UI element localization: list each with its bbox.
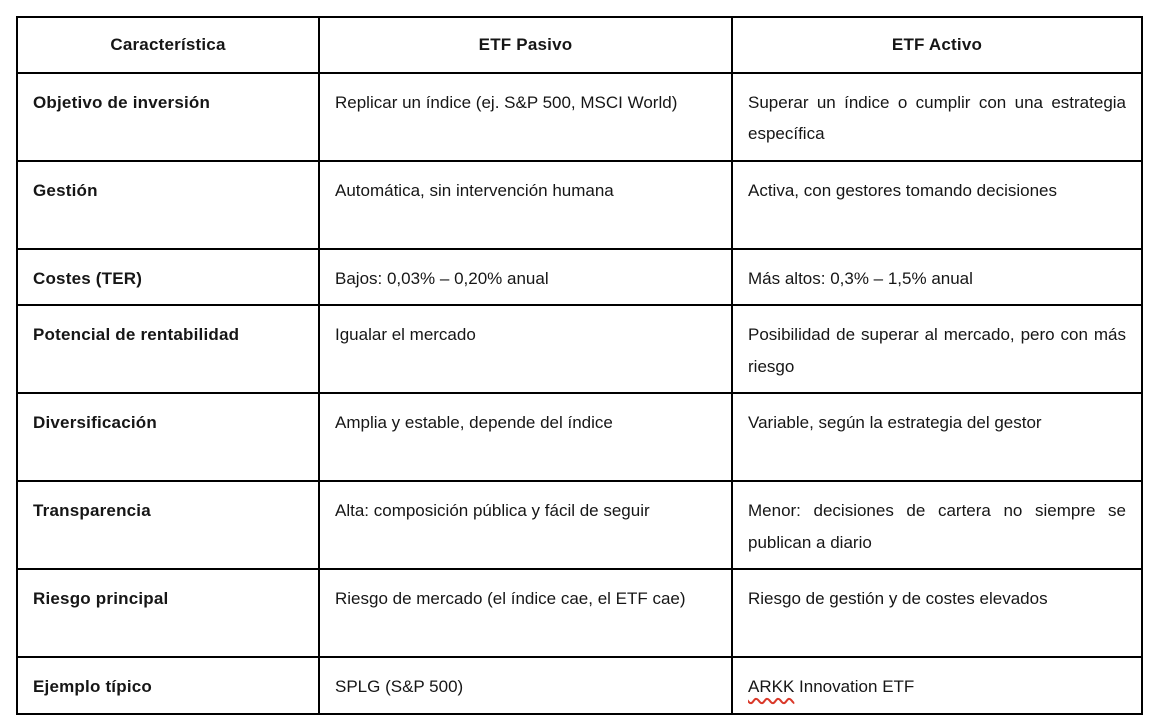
cell-ejemplo-pasivo: SPLG (S&P 500) — [319, 657, 732, 713]
cell-potencial-activo: Posibilidad de superar al mercado, pero con más riesgo — [732, 305, 1142, 393]
column-header-caracteristica: Característica — [17, 17, 319, 73]
cell-riesgo-activo: Riesgo de gestión y de costes elevados — [732, 569, 1142, 657]
table-row-diversificacion — [17, 393, 1142, 481]
cell-objetivo-pasivo: Replicar un índice (ej. S&P 500, MSCI World) — [319, 73, 732, 161]
cell-ejemplo-activo — [732, 657, 1142, 713]
cell-diversificacion-pasivo: Amplia y estable, depende del índice — [319, 393, 732, 481]
table-row-gestion — [17, 161, 1142, 249]
row-label-transparencia: Transparencia — [17, 481, 319, 569]
row-label-ejemplo: Ejemplo típico — [17, 657, 319, 713]
row-label-costes: Costes (TER) — [17, 249, 319, 305]
cell-diversificacion-activo: Variable, según la estrategia del gestor — [732, 393, 1142, 481]
cell-transparencia-activo: Menor: decisiones de cartera no siempre se publican a diario — [732, 481, 1142, 569]
cell-objetivo-activo: Superar un índice o cumplir con una estrategia específica — [732, 73, 1142, 161]
table-row-costes — [17, 249, 1142, 305]
table-row-potencial — [17, 305, 1142, 393]
arkk-misspelled-word: ARKK — [748, 677, 795, 697]
column-header-etf-pasivo: ETF Pasivo — [319, 17, 732, 73]
ejemplo-activo-rest: Innovation ETF — [794, 677, 915, 697]
cell-potencial-pasivo: Igualar el mercado — [319, 305, 732, 393]
header-row — [17, 17, 1142, 73]
column-header-etf-activo: ETF Activo — [732, 17, 1142, 73]
row-label-potencial: Potencial de rentabilidad — [17, 305, 319, 393]
row-label-riesgo: Riesgo principal — [17, 569, 319, 657]
table-row-riesgo — [17, 569, 1142, 657]
cell-transparencia-pasivo: Alta: composición pública y fácil de seguir — [319, 481, 732, 569]
etf-comparison-table-container — [16, 16, 1143, 715]
cell-gestion-activo: Activa, con gestores tomando decisiones — [732, 161, 1142, 249]
cell-gestion-pasivo: Automática, sin intervención humana — [319, 161, 732, 249]
row-label-objetivo: Objetivo de inversión — [17, 73, 319, 161]
table-row-transparencia — [17, 481, 1142, 569]
cell-costes-pasivo: Bajos: 0,03% – 0,20% anual — [319, 249, 732, 305]
table-row-objetivo — [17, 73, 1142, 161]
row-label-diversificacion: Diversificación — [17, 393, 319, 481]
cell-costes-activo: Más altos: 0,3% – 1,5% anual — [732, 249, 1142, 305]
etf-comparison-table — [16, 16, 1143, 715]
cell-riesgo-pasivo: Riesgo de mercado (el índice cae, el ETF cae) — [319, 569, 732, 657]
table-row-ejemplo — [17, 657, 1142, 713]
row-label-gestion: Gestión — [17, 161, 319, 249]
